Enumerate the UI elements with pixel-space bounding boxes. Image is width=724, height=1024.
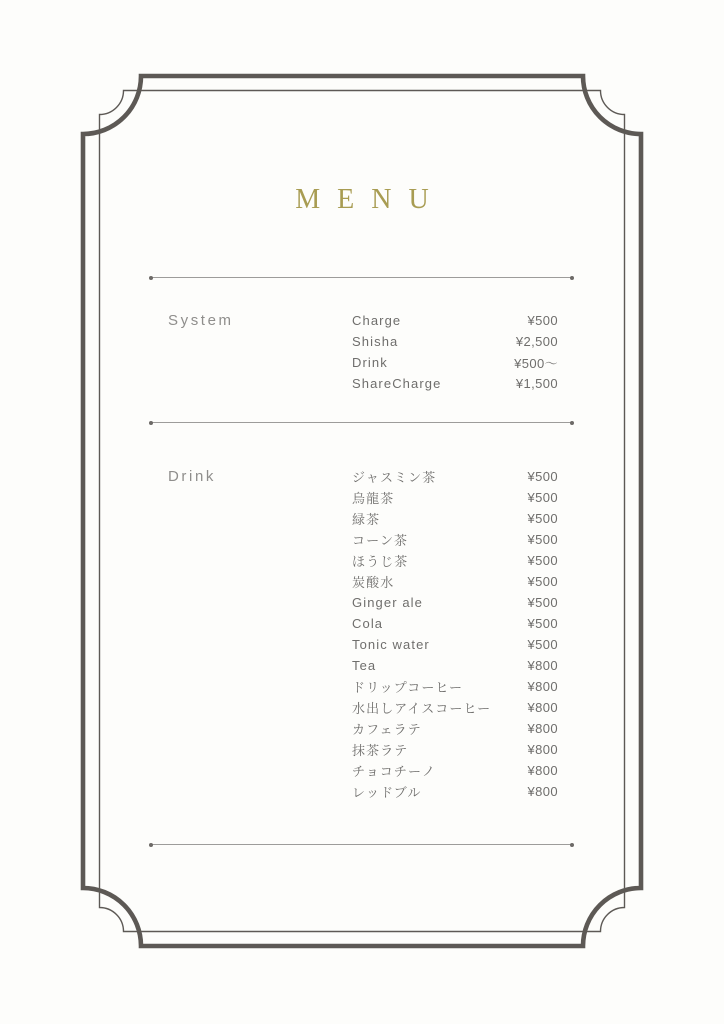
menu-item-row: [352, 655, 558, 676]
section-divider: [150, 277, 573, 278]
item-price: ¥500〜: [514, 356, 558, 371]
item-price: ¥500: [527, 469, 558, 484]
menu-item-row: [352, 508, 558, 529]
item-name: 水出しアイスコーヒー: [352, 701, 492, 716]
menu-item-row: [352, 310, 558, 331]
menu-item-row: [352, 697, 558, 718]
item-price: ¥500: [527, 313, 558, 328]
menu-item-row: [352, 613, 558, 634]
menu-item-row: [352, 487, 558, 508]
item-price: ¥800: [527, 784, 558, 799]
section-drink: [150, 466, 573, 802]
item-price: ¥800: [527, 721, 558, 736]
menu-item-row: [352, 529, 558, 550]
item-price: ¥2,500: [515, 334, 558, 349]
menu-item-row: [352, 634, 558, 655]
item-name: Charge: [352, 313, 402, 328]
item-name: ジャスミン茶: [352, 470, 437, 485]
menu-item-row: [352, 352, 558, 373]
item-name: ShareCharge: [352, 376, 442, 391]
menu-item-row: [352, 739, 558, 760]
item-price: ¥500: [527, 574, 558, 589]
item-name: Drink: [352, 355, 388, 370]
item-price: ¥800: [527, 742, 558, 757]
section-system: [150, 310, 573, 394]
menu-item-row: [352, 592, 558, 613]
item-name: ほうじ茶: [352, 554, 409, 569]
item-price: ¥500: [527, 511, 558, 526]
menu-item-row: [352, 676, 558, 697]
menu-item-row: [352, 718, 558, 739]
item-price: ¥500: [527, 532, 558, 547]
section-label: System: [168, 312, 234, 329]
item-price: ¥500: [527, 553, 558, 568]
section-label: Drink: [168, 468, 217, 485]
menu-item-row: [352, 550, 558, 571]
item-price: ¥500: [527, 637, 558, 652]
item-name: コーン茶: [352, 533, 409, 548]
item-name: ドリップコーヒー: [352, 680, 464, 695]
section-divider: [150, 844, 573, 845]
item-price: ¥800: [527, 658, 558, 673]
item-price: ¥800: [527, 763, 558, 778]
item-name: 炭酸水: [352, 575, 395, 590]
menu-item-row: [352, 571, 558, 592]
item-price: ¥500: [527, 490, 558, 505]
menu-item-row: [352, 760, 558, 781]
section-divider: [150, 422, 573, 423]
item-name: 緑茶: [352, 512, 381, 527]
menu-item-row: [352, 331, 558, 352]
item-name: チョコチーノ: [352, 764, 436, 779]
item-price: ¥500: [527, 616, 558, 631]
item-name: レッドブル: [352, 785, 422, 800]
item-name: カフェラテ: [352, 722, 422, 737]
item-price: ¥1,500: [515, 376, 558, 391]
item-name: 烏龍茶: [352, 491, 395, 506]
item-price: ¥800: [527, 700, 558, 715]
page-title: MENU: [295, 184, 446, 215]
section-items: [352, 466, 558, 802]
item-name: Cola: [352, 616, 384, 631]
item-price: ¥800: [527, 679, 558, 694]
menu-item-row: [352, 466, 558, 487]
item-name: Tonic water: [352, 637, 430, 652]
menu-item-row: [352, 781, 558, 802]
item-name: Shisha: [352, 334, 399, 349]
menu-item-row: [352, 373, 558, 394]
section-items: [352, 310, 558, 394]
item-name: Ginger ale: [352, 595, 423, 610]
item-name: Tea: [352, 658, 377, 673]
item-price: ¥500: [527, 595, 558, 610]
item-name: 抹茶ラテ: [352, 743, 409, 758]
